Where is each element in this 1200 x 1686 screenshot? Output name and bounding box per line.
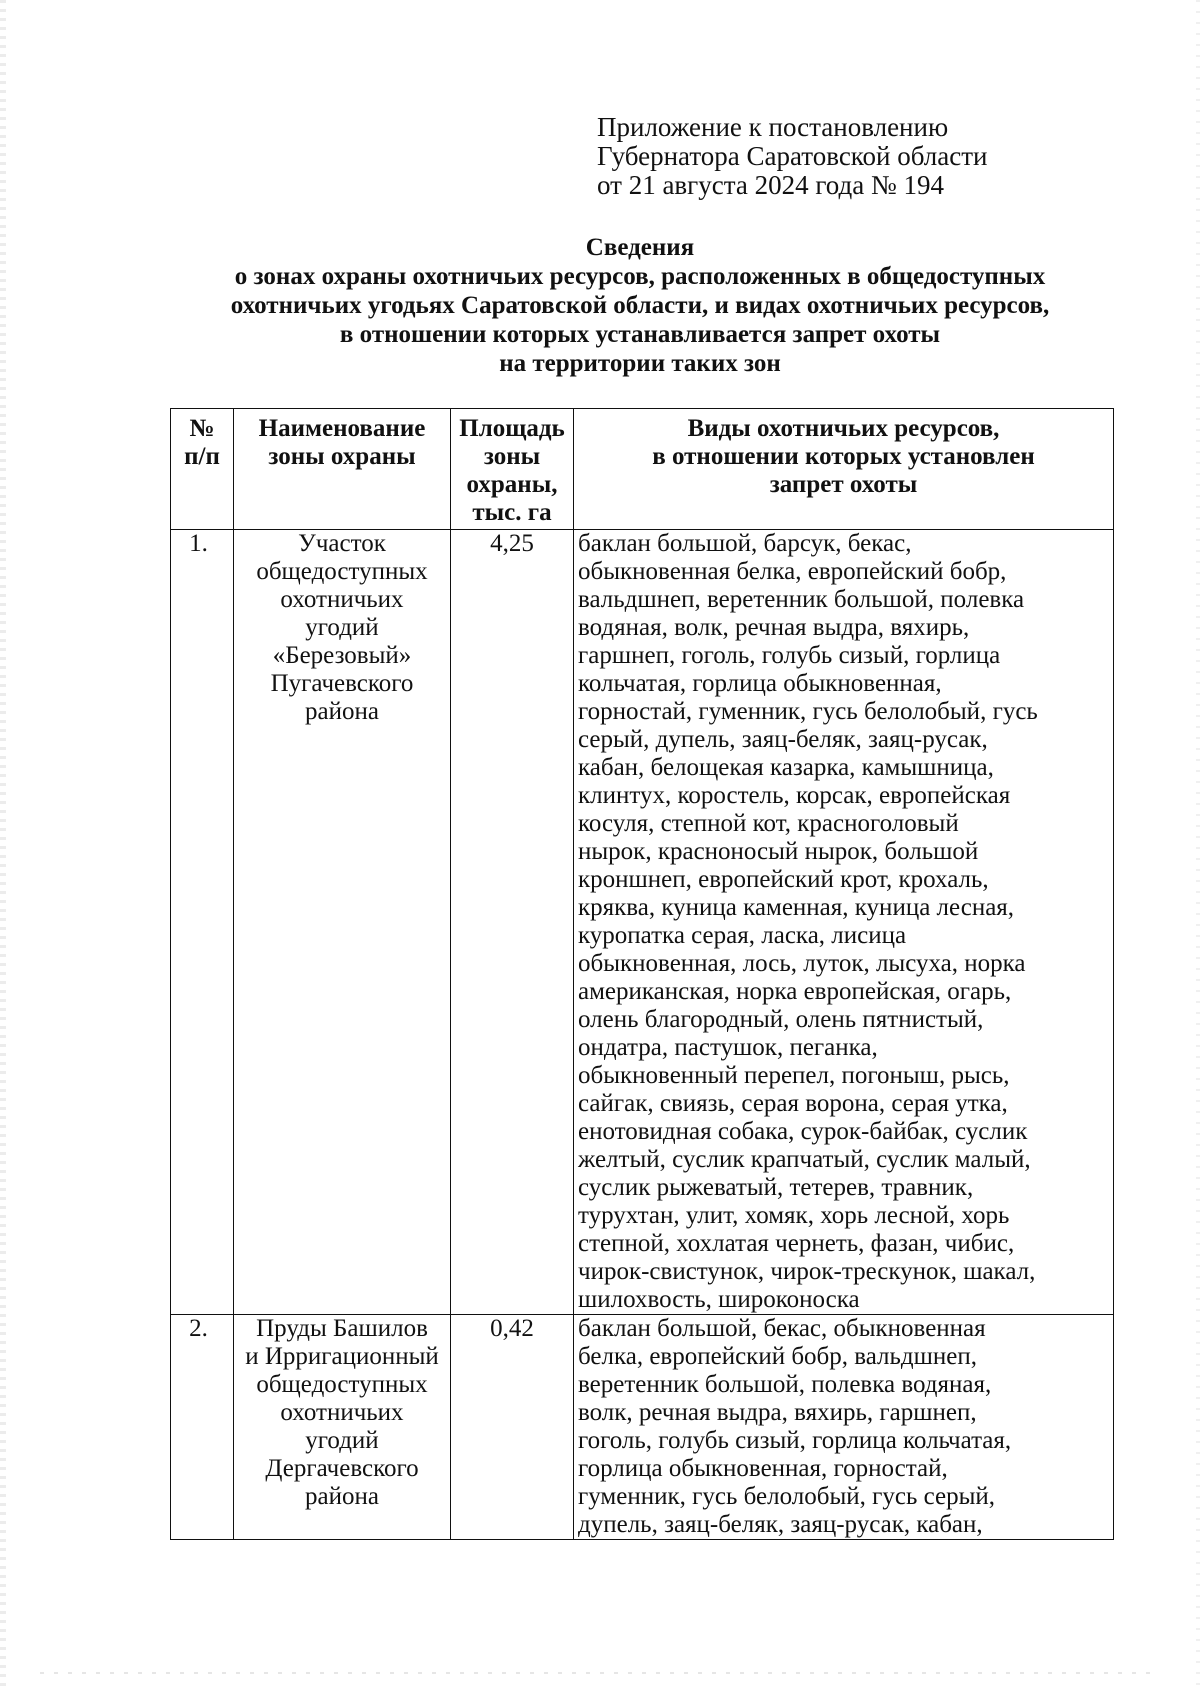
document-subtitle-line: в отношении которых устанавливается запрет охоты (339, 321, 941, 348)
cell-line: клинтух, коростель, корсак, европейская (578, 782, 1011, 809)
table-header-row (171, 409, 1114, 530)
zone-name (234, 1315, 451, 1540)
attachment-note (597, 113, 988, 200)
cell-line: американская, норка европейская, огарь, (578, 978, 1012, 1005)
cell-line: нырок, красноносый нырок, большой (578, 838, 979, 865)
zone-species (574, 530, 1114, 1315)
header-text: охраны, (466, 471, 558, 498)
cell-line: угодий (305, 614, 379, 641)
cell-line: Дергачевского (265, 1455, 419, 1482)
zone-species (574, 1315, 1114, 1540)
header-text: зоны (483, 443, 541, 470)
cell-line: турухтан, улит, хомяк, хорь лесной, хорь (578, 1202, 1010, 1229)
header-species (574, 409, 1114, 530)
cell-line: серый, дупель, заяц-беляк, заяц-русак, (578, 726, 988, 753)
document-subtitle-line: охотничьих угодьях Саратовской области, и видах охотничьих ресурсов, (230, 292, 1050, 319)
cell-line: горностай, гуменник, гусь белолобый, гусь (578, 698, 1038, 725)
zone-area: 0,42 (451, 1315, 574, 1540)
cell-line: Участок (298, 530, 386, 557)
cell-line: волк, речная выдра, вяхирь, гаршнеп, (578, 1399, 977, 1426)
scan-edge-right (1196, 0, 1200, 1686)
zones-table (170, 408, 1114, 1540)
cell-line: обыкновенная белка, европейский бобр, (578, 558, 1007, 585)
header-num (171, 409, 234, 530)
attachment-line: Губернатора Саратовской области (597, 141, 988, 171)
cell-line: и Ирригационный (245, 1343, 439, 1370)
cell-line: суслик рыжеватый, тетерев, травник, (578, 1174, 974, 1201)
table-body (171, 530, 1114, 1540)
cell-line: водяная, волк, речная выдра, вяхирь, (578, 614, 970, 641)
cell-line: Пугачевского (270, 670, 414, 697)
header-text: № (189, 415, 215, 442)
cell-line: угодий (305, 1427, 379, 1454)
cell-line: куропатка серая, ласка, лисица (578, 922, 907, 949)
cell-line: района (305, 698, 379, 725)
cell-line: дупель, заяц-беляк, заяц-русак, кабан, (578, 1511, 983, 1538)
cell-line: чирок-свистунок, чирок-трескунок, шакал, (578, 1258, 1036, 1285)
cell-line: енотовидная собака, сурок-байбак, суслик (578, 1118, 1028, 1145)
cell-line: кабан, белощекая казарка, камышница, (578, 754, 994, 781)
document-heading (150, 233, 1130, 378)
header-name (234, 409, 451, 530)
cell-line: сайгак, свиязь, серая ворона, серая утка, (578, 1090, 1008, 1117)
document-subtitle-line: на территории таких зон (499, 350, 781, 377)
header-text: тыс. га (472, 499, 552, 526)
cell-line: ондатра, пастушок, пеганка, (578, 1034, 878, 1061)
header-text: Наименование (258, 415, 426, 442)
cell-line: баклан большой, бекас, обыкновенная (578, 1315, 986, 1342)
scan-edge-left (0, 0, 6, 1686)
zone-name (234, 530, 451, 1315)
header-text: запрет охоты (769, 471, 918, 498)
attachment-line: от 21 августа 2024 года № 194 (597, 170, 944, 200)
cell-line: общедоступных (256, 558, 428, 585)
cell-line: вальдшнеп, веретенник большой, полевка (578, 586, 1025, 613)
cell-line: косуля, степной кот, красноголовый (578, 810, 959, 837)
attachment-line: Приложение к постановлению (597, 112, 949, 142)
cell-line: охотничьих (280, 586, 404, 613)
zone-area: 4,25 (451, 530, 574, 1315)
document-subtitle-line: о зонах охраны охотничьих ресурсов, расположенных в общедоступных (234, 263, 1046, 290)
cell-line: баклан большой, барсук, бекас, (578, 530, 912, 557)
row-number: 2. (171, 1315, 234, 1540)
cell-line: белка, европейский бобр, вальдшнеп, (578, 1343, 978, 1370)
cell-line: горлица обыкновенная, горностай, (578, 1455, 948, 1482)
cell-line: обыкновенный перепел, погоныш, рысь, (578, 1062, 1010, 1089)
header-text: зоны охраны (268, 443, 416, 470)
cell-line: обыкновенная, лось, луток, лысуха, норка (578, 950, 1026, 977)
cell-line: гуменник, гусь белолобый, гусь серый, (578, 1483, 996, 1510)
cell-line: района (305, 1483, 379, 1510)
cell-line: Пруды Башилов (256, 1315, 428, 1342)
cell-line: веретенник большой, полевка водяная, (578, 1371, 992, 1398)
header-text: Виды охотничьих ресурсов, (687, 415, 1000, 442)
cell-line: желтый, суслик крапчатый, суслик малый, (578, 1146, 1031, 1173)
cell-line: кольчатая, горлица обыкновенная, (578, 670, 942, 697)
row-number: 1. (171, 530, 234, 1315)
table-row (171, 1315, 1114, 1540)
cell-line: кряква, куница каменная, куница лесная, (578, 894, 1015, 921)
document-title: Сведения (585, 234, 695, 261)
header-text: в отношении которых установлен (652, 443, 1035, 470)
table-row (171, 530, 1114, 1315)
scan-bottom-noise (40, 1672, 1160, 1674)
cell-line: олень благородный, олень пятнистый, (578, 1006, 984, 1033)
header-text: Площадь (459, 415, 565, 442)
cell-line: «Березовый» (272, 642, 412, 669)
cell-line: охотничьих (280, 1399, 404, 1426)
cell-line: общедоступных (256, 1371, 428, 1398)
cell-line: кроншнеп, европейский крот, крохаль, (578, 866, 989, 893)
header-area (451, 409, 574, 530)
cell-line: степной, хохлатая чернеть, фазан, чибис, (578, 1230, 1015, 1257)
cell-line: гаршнеп, гоголь, голубь сизый, горлица (578, 642, 1001, 669)
header-text: п/п (184, 443, 220, 470)
cell-line: гоголь, голубь сизый, горлица кольчатая, (578, 1427, 1012, 1454)
cell-line: шилохвость, широконоска (578, 1286, 860, 1313)
